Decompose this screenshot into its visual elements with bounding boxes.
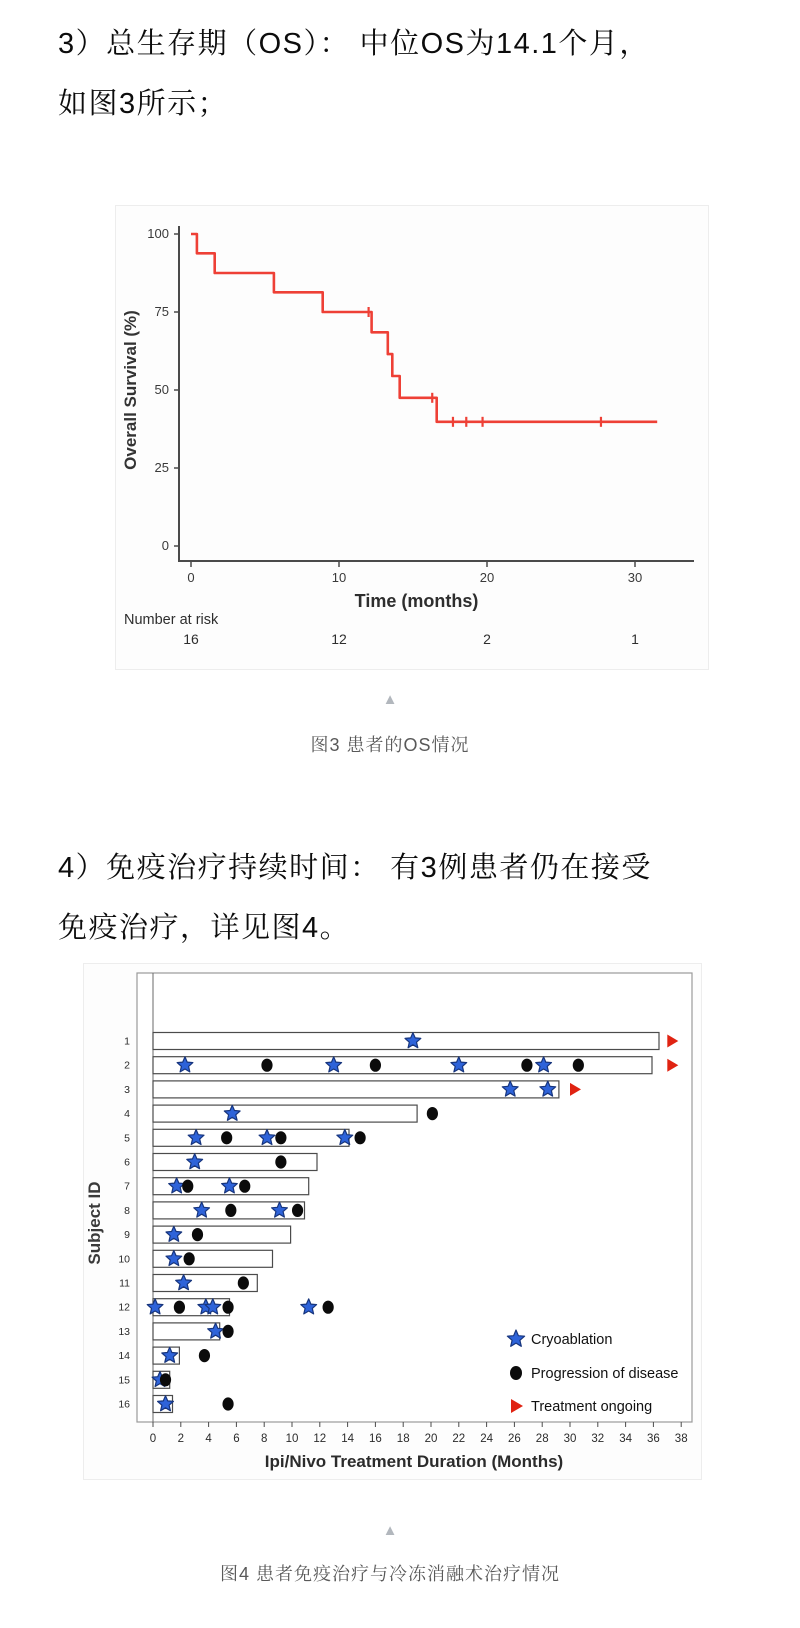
progression-marker (275, 1131, 286, 1144)
progression-marker (275, 1155, 286, 1168)
risk-table-value: 1 (631, 631, 639, 647)
figure-swimmer-plot (83, 963, 702, 1480)
x-tick-label: 36 (647, 1433, 660, 1445)
subject-row-label: 10 (118, 1253, 130, 1266)
x-tick-label: 34 (619, 1433, 632, 1445)
treatment-bar (153, 1154, 317, 1171)
progression-marker (323, 1301, 334, 1314)
subject-row-label: 8 (124, 1204, 130, 1217)
legend-label: Treatment ongoing (531, 1399, 653, 1415)
x-tick-label: 30 (627, 570, 643, 585)
x-tick-label: 16 (369, 1433, 382, 1445)
subject-row-label: 9 (124, 1229, 130, 1242)
y-tick-label: 25 (154, 460, 169, 475)
progression-marker (521, 1059, 532, 1072)
x-tick-label: 2 (177, 1433, 185, 1445)
progression-marker (222, 1325, 233, 1338)
risk-table-value: 2 (483, 631, 491, 647)
progression-marker (192, 1228, 203, 1241)
x-tick-label: 20 (424, 1433, 438, 1445)
legend-label: Progression of disease (531, 1366, 679, 1382)
figure3-caption: 图3 患者的OS情况 (310, 735, 470, 755)
progression-marker (370, 1059, 381, 1072)
progression-marker (182, 1180, 193, 1193)
subject-row-label: 15 (118, 1374, 130, 1387)
subject-row-label: 14 (118, 1350, 130, 1363)
progression-marker (222, 1301, 233, 1314)
progression-marker (222, 1397, 233, 1410)
treatment-duration-chart (84, 964, 701, 1479)
paragraph-os-line2: 如图3所示； (58, 88, 229, 120)
figure4-caption: 图4 患者免疫治疗与冷冻消融术治疗情况 (219, 1564, 560, 1584)
figure4-collapse-control[interactable] (0, 1522, 780, 1540)
x-tick-label: 24 (480, 1433, 493, 1445)
x-tick-label: 4 (205, 1433, 212, 1445)
progression-marker (184, 1252, 195, 1265)
collapse-arrow-icon[interactable]: ▲ (382, 691, 398, 708)
collapse-arrow-icon[interactable]: ▲ (382, 1522, 398, 1539)
paragraph-immunotherapy-line1: 4）免疫治疗持续时间： 有3例患者仍在接受 (58, 852, 652, 884)
progression-marker (225, 1204, 236, 1217)
risk-table-label: Number at risk (124, 612, 219, 628)
progression-marker (238, 1276, 249, 1289)
survival-curve (191, 234, 657, 422)
paragraph-immunotherapy (58, 838, 748, 958)
progression-marker (199, 1349, 210, 1362)
x-tick-label: 18 (396, 1433, 410, 1445)
progression-marker (160, 1373, 171, 1386)
progression-marker (221, 1131, 232, 1144)
x-tick-label: 6 (233, 1433, 240, 1445)
y-tick-label: 100 (147, 226, 169, 241)
figure3-collapse-control[interactable] (0, 691, 780, 709)
x-tick-label: 30 (563, 1433, 577, 1445)
y-axis-title: Overall Survival (%) (121, 310, 140, 470)
progression-marker (355, 1131, 366, 1144)
treatment-bar (153, 1081, 559, 1098)
y-tick-label: 75 (154, 304, 169, 319)
paragraph-immunotherapy-line2: 免疫治疗，详见图4。 (58, 912, 351, 944)
subject-row-label: 3 (124, 1083, 130, 1096)
x-tick-label: 20 (479, 570, 495, 585)
legend-circle-icon (510, 1366, 522, 1380)
subject-row-label: 2 (124, 1059, 130, 1072)
subject-row-label: 7 (124, 1180, 130, 1193)
treatment-bar (153, 1129, 349, 1146)
progression-marker (239, 1180, 250, 1193)
risk-table-value: 12 (331, 631, 347, 647)
subject-row-label: 16 (118, 1398, 130, 1411)
x-axis-title: Time (months) (354, 591, 479, 611)
subject-row-label: 1 (124, 1035, 130, 1048)
subject-row-label: 13 (118, 1325, 130, 1338)
subject-row-label: 4 (124, 1108, 130, 1121)
subject-row-label: 5 (124, 1132, 130, 1145)
progression-marker (174, 1301, 185, 1314)
x-tick-label: 28 (535, 1433, 549, 1445)
x-tick-label: 12 (313, 1433, 327, 1445)
y-tick-label: 50 (154, 382, 169, 397)
x-tick-label: 14 (341, 1433, 354, 1445)
figure-os-kaplan-meier (115, 205, 709, 670)
x-tick-label: 38 (674, 1433, 688, 1445)
x-tick-label: 26 (508, 1433, 521, 1445)
x-tick-label: 32 (591, 1433, 605, 1445)
x-tick-label: 10 (331, 570, 347, 585)
subject-row-label: 11 (119, 1277, 130, 1290)
x-tick-label: 10 (285, 1433, 299, 1445)
x-axis-title: Ipi/Nivo Treatment Duration (Months) (264, 1452, 564, 1471)
paragraph-os (58, 14, 748, 134)
x-tick-label: 0 (187, 570, 195, 585)
subject-row-label: 6 (124, 1156, 130, 1169)
treatment-bar (153, 1105, 417, 1122)
treatment-bar (153, 1033, 659, 1050)
x-tick-label: 22 (452, 1433, 466, 1445)
y-axis-title: Subject ID (85, 1181, 104, 1265)
paragraph-os-line1: 3）总生存期（OS）： 中位OS为14.1个月， (58, 28, 650, 60)
y-tick-label: 0 (161, 538, 169, 553)
progression-marker (573, 1059, 584, 1072)
x-tick-label: 8 (260, 1433, 268, 1445)
progression-marker (427, 1107, 438, 1120)
legend-label: Cryoablation (531, 1332, 613, 1348)
subject-row-label: 12 (118, 1301, 130, 1314)
progression-marker (292, 1204, 303, 1217)
x-tick-label: 0 (149, 1433, 157, 1445)
risk-table-value: 16 (183, 631, 199, 647)
progression-marker (261, 1059, 272, 1072)
os-survival-chart (116, 206, 708, 669)
